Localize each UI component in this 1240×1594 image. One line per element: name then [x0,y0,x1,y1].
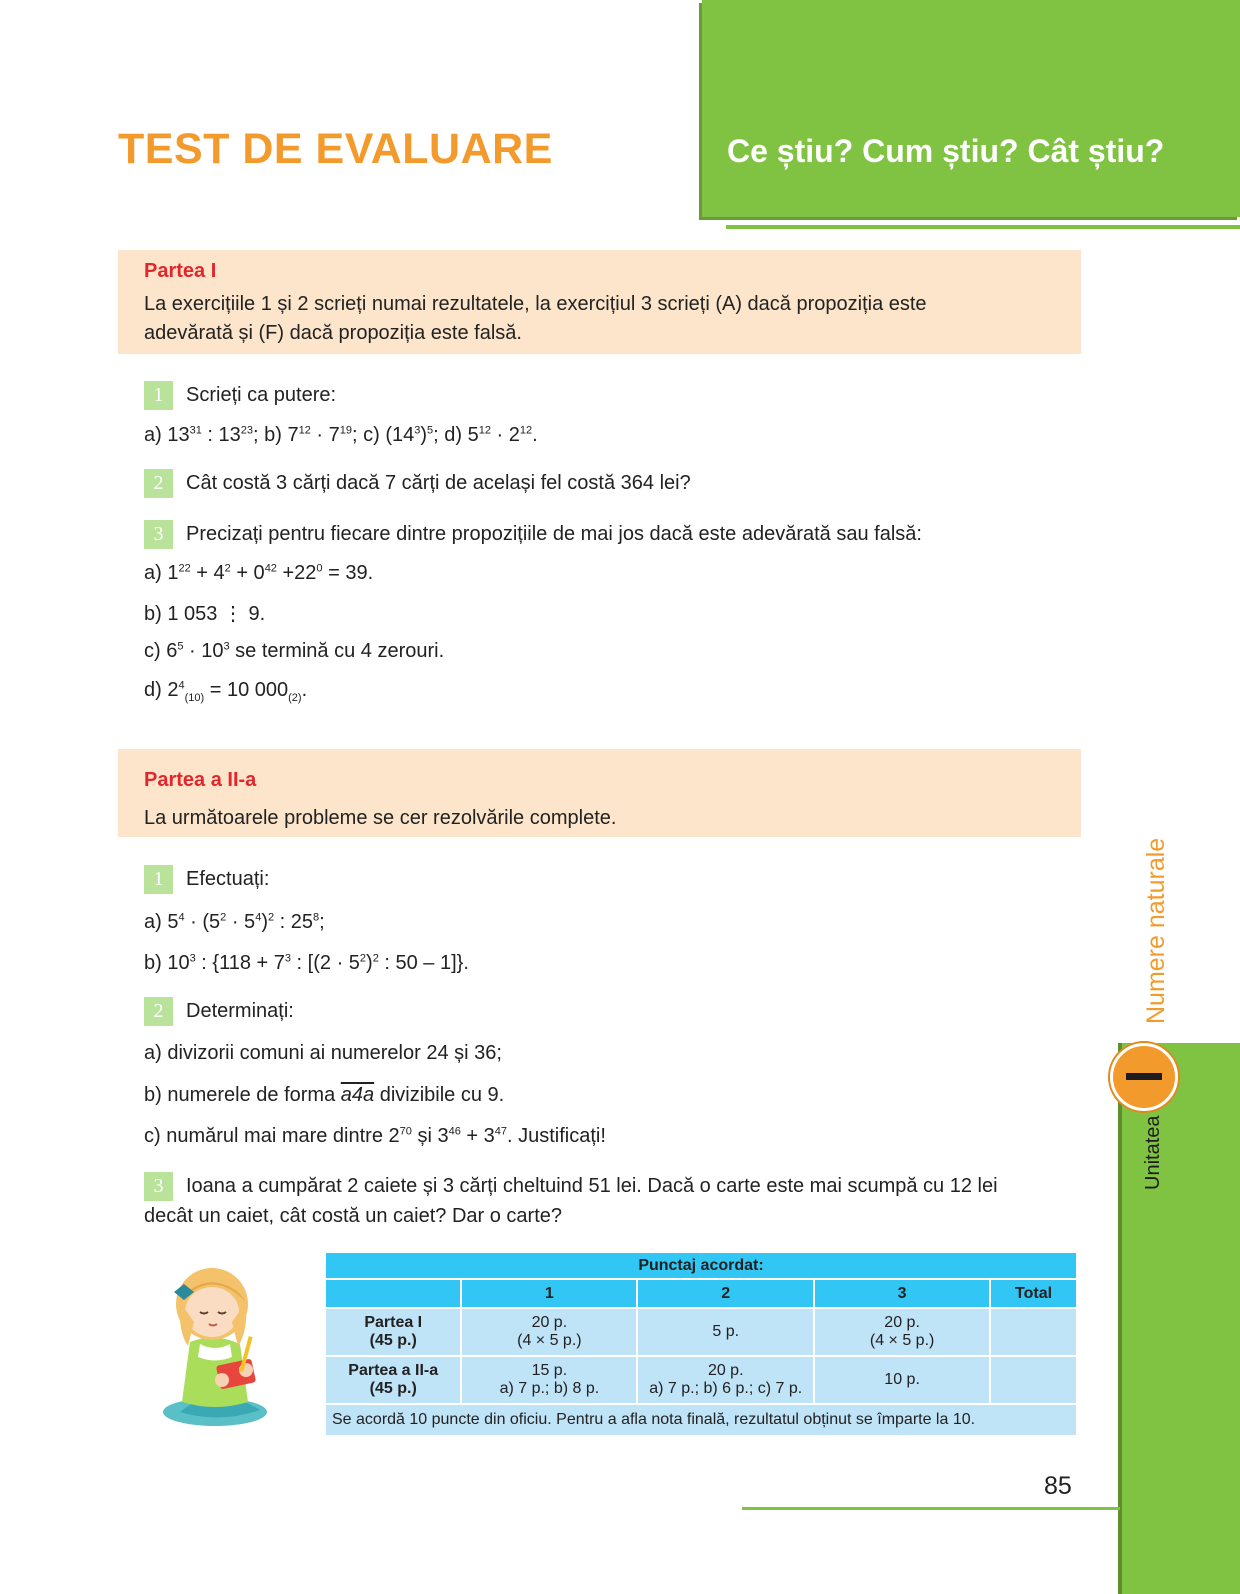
part1-q3-text: Precizați pentru fiecare dintre propozițiile de mai jos dacă este adevărată sau falsă: [186,523,922,545]
header-green-underline [726,225,1240,229]
cell-line: a) 7 p.; b) 8 p. [499,1380,600,1397]
part2-q1-a: a) $5^4 \cdot (5^2 \cdot 5^4)^2$ : $25^8$; [144,911,325,933]
row-label-line1: Partea a II-a [348,1362,439,1379]
table-cell [462,1309,636,1355]
unit-roman-one-icon [1126,1073,1162,1080]
cell-line: 20 p. [531,1314,568,1331]
part2-instruction: La următoarele probleme se cer rezolvările complete. [144,807,617,829]
part1-instruction-line2: adevărată și (F) dacă propoziția este falsă. [144,322,522,344]
table-cell-total [991,1309,1076,1355]
unit-word-label: Unitatea [1142,1115,1164,1190]
row-label-line2: (45 p.) [369,1332,417,1349]
part1-q1-number: 1 [144,381,173,410]
part2-q2-c: c) numărul mai mare dintre $2^{70}$ și $3^{46} + 3^{47}$. Justificați! [144,1125,606,1147]
part2-q1-b: b) $10^3$ : {$118 + 7^3$ : [$(2 \cdot 5^2)^2$ : 50 – 1]}. [144,952,469,974]
part1-q2-number: 2 [144,469,173,498]
table-title: Punctaj acordat: [326,1253,1076,1278]
part2-q3-text-line2: decât un caiet, cât costă un caiet? Dar o carte? [144,1205,563,1227]
part2-q2-number: 2 [144,997,173,1026]
table-header-2: 2 [638,1280,813,1307]
part1-q3-a: a) $1^{22} + 4^2 + 0^{42} +22^0 = 39$. [144,562,374,584]
table-header-empty [326,1280,460,1307]
header-subtitle: Ce știu? Cum știu? Cât știu? [727,133,1165,169]
cell-line: a) 7 p.; b) 6 p.; c) 7 p. [649,1380,803,1397]
part1-q3-c: c) $6^5 \cdot 10^3$ se termină cu 4 zerouri. [144,640,445,662]
part1-title: Partea I [144,260,217,282]
header-green-box [702,0,1240,217]
row-label-line1: Partea I [364,1314,423,1331]
cell-line: (4 × 5 p.) [517,1332,582,1349]
table-header-total: Total [991,1280,1076,1307]
side-unit-tab [1122,1043,1240,1594]
part1-q1-text: Scrieți ca putere: [186,384,337,406]
part1-q3-d: d) $2^4_{(10)} = 10$ $000_{(2)}$. [144,679,308,704]
cell-line: 15 p. [531,1362,568,1379]
part2-q3-text-line1: Ioana a cumpărat 2 caiete și 3 cărți cheltuind 51 lei. Dacă o carte este mai scumpă cu 12 lei [186,1175,998,1197]
part1-q3-b: b) 1 053 ⋮ 9. [144,603,266,625]
part2-q2-b: b) numerele de forma a4a divizibile cu 9. [144,1084,505,1106]
table-cell [815,1309,989,1355]
part2-q1-number: 1 [144,865,173,894]
part1-q2-text: Cât costă 3 cărți dacă 7 cărți de același fel costă 364 lei? [186,472,691,494]
table-footer-note: Se acordă 10 puncte din oficiu. Pentru a afla nota finală, rezultatul obținut se împarte la 10. [326,1405,1076,1435]
page-title: TEST DE EVALUARE [118,125,553,173]
cell-line: 20 p. [884,1314,920,1331]
table-row-part2-label [326,1357,460,1403]
part1-q1-expressions: a) $13^{31}$ : $13^{23}$; b) $7^{12} \cdot 7^{19}$; c) $(14^3)^5$; d) $5^{12} \cdot 2^{12}$. [144,424,538,446]
score-table [324,1251,1078,1437]
part2-q3-number: 3 [144,1172,173,1201]
cell-line: (4 × 5 p.) [869,1332,935,1349]
row-label-line2: (45 p.) [369,1380,417,1397]
part1-instruction-line1: La exercițiile 1 și 2 scrieți numai rezultatele, la exercițiul 3 scrieți (A) dacă propoziția este [144,293,927,315]
table-cell [638,1357,813,1403]
unit-name-label: Numere naturale [1142,837,1170,1024]
part1-q3-number: 3 [144,520,173,549]
footer-green-line [742,1507,1120,1510]
table-cell: 10 p. [815,1357,989,1403]
table-cell: 5 p. [638,1309,813,1355]
table-row-part1-label [326,1309,460,1355]
table-cell [462,1357,636,1403]
girl-reading-illustration [160,1262,276,1428]
table-cell-total [991,1357,1076,1403]
part2-title: Partea a II-a [144,769,257,791]
table-header-3: 3 [815,1280,989,1307]
table-header-1: 1 [462,1280,636,1307]
part2-q2-text: Determinați: [186,1000,294,1022]
part2-q2-a: a) divizorii comuni ai numerelor 24 și 36; [144,1042,502,1064]
part2-q1-text: Efectuați: [186,868,270,890]
page-number: 85 [1044,1472,1072,1500]
cell-line: 20 p. [707,1362,744,1379]
